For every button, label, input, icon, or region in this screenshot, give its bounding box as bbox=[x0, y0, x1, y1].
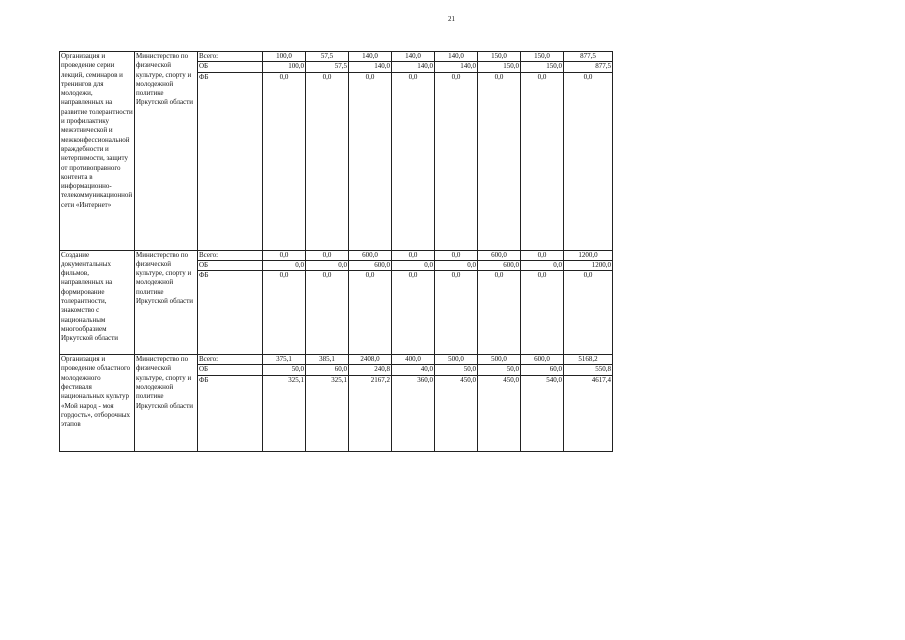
year-value-cell: 150,0 bbox=[478, 52, 521, 62]
year-value-cell: 60,0 bbox=[306, 365, 349, 375]
year-value-cell: 0,0 bbox=[521, 250, 564, 260]
year-value-cell: 0,0 bbox=[263, 271, 306, 355]
table-row bbox=[60, 355, 613, 365]
year-value-cell: 40,0 bbox=[392, 365, 435, 375]
year-value-cell: 450,0 bbox=[435, 375, 478, 451]
year-value-cell: 0,0 bbox=[349, 271, 392, 355]
year-value-cell: 140,0 bbox=[349, 62, 392, 72]
year-value-cell: 150,0 bbox=[521, 62, 564, 72]
year-value-cell: 240,8 bbox=[349, 365, 392, 375]
table-row bbox=[60, 52, 613, 62]
year-value-cell: 2408,0 bbox=[349, 355, 392, 365]
year-value-cell: 50,0 bbox=[263, 365, 306, 375]
funding-source-cell: Всего: bbox=[198, 355, 263, 365]
year-value-cell: 0,0 bbox=[435, 72, 478, 250]
total-value-cell: 550,8 bbox=[564, 365, 613, 375]
funding-source-cell: ФБ bbox=[198, 72, 263, 250]
year-value-cell: 50,0 bbox=[435, 365, 478, 375]
year-value-cell: 0,0 bbox=[306, 260, 349, 270]
year-value-cell: 0,0 bbox=[478, 271, 521, 355]
year-value-cell: 150,0 bbox=[478, 62, 521, 72]
year-value-cell: 385,1 bbox=[306, 355, 349, 365]
funding-source-cell: ОБ bbox=[198, 62, 263, 72]
year-value-cell: 0,0 bbox=[435, 271, 478, 355]
funding-source-cell: Всего: bbox=[198, 250, 263, 260]
activity-name-cell: Организация и проведение областного молодежного фестиваля национальных культур «Мой народ - моя гордость», отборочных этапов bbox=[60, 355, 135, 452]
year-value-cell: 140,0 bbox=[392, 52, 435, 62]
funding-source-cell: ФБ bbox=[198, 271, 263, 355]
year-value-cell: 0,0 bbox=[263, 260, 306, 270]
year-value-cell: 325,1 bbox=[263, 375, 306, 451]
funding-source-cell: ОБ bbox=[198, 365, 263, 375]
year-value-cell: 325,1 bbox=[306, 375, 349, 451]
year-value-cell: 0,0 bbox=[306, 271, 349, 355]
year-value-cell: 50,0 bbox=[478, 365, 521, 375]
year-value-cell: 500,0 bbox=[435, 355, 478, 365]
year-value-cell: 100,0 bbox=[263, 52, 306, 62]
year-value-cell: 150,0 bbox=[521, 52, 564, 62]
year-value-cell: 0,0 bbox=[392, 250, 435, 260]
year-value-cell: 400,0 bbox=[392, 355, 435, 365]
table-row bbox=[60, 250, 613, 260]
funding-source-cell: ОБ bbox=[198, 260, 263, 270]
year-value-cell: 360,0 bbox=[392, 375, 435, 451]
year-value-cell: 500,0 bbox=[478, 355, 521, 365]
year-value-cell: 57,5 bbox=[306, 52, 349, 62]
year-value-cell: 57,5 bbox=[306, 62, 349, 72]
year-value-cell: 100,0 bbox=[263, 62, 306, 72]
funding-source-cell: ФБ bbox=[198, 375, 263, 451]
responsible-org-cell: Министерство по физической культуре, спорту и молодежной политике Иркутской области bbox=[135, 355, 198, 452]
total-value-cell: 0,0 bbox=[564, 72, 613, 250]
year-value-cell: 140,0 bbox=[435, 62, 478, 72]
page-number: 21 bbox=[448, 15, 455, 23]
year-value-cell: 0,0 bbox=[521, 260, 564, 270]
total-value-cell: 1200,0 bbox=[564, 250, 613, 260]
year-value-cell: 450,0 bbox=[478, 375, 521, 451]
year-value-cell: 140,0 bbox=[349, 52, 392, 62]
year-value-cell: 0,0 bbox=[478, 72, 521, 250]
budget-table bbox=[59, 51, 613, 452]
year-value-cell: 0,0 bbox=[263, 72, 306, 250]
year-value-cell: 0,0 bbox=[521, 271, 564, 355]
total-value-cell: 4617,4 bbox=[564, 375, 613, 451]
year-value-cell: 0,0 bbox=[392, 72, 435, 250]
year-value-cell: 600,0 bbox=[349, 260, 392, 270]
year-value-cell: 0,0 bbox=[349, 72, 392, 250]
year-value-cell: 0,0 bbox=[306, 72, 349, 250]
year-value-cell: 540,0 bbox=[521, 375, 564, 451]
activity-name-cell: Организация и проведение серии лекций, семинаров и тренингов для молодежи, направленных на развитие толерантности и профилактику межэтнической и межконфессиональной враждебности и нетерпимости, защиту от противоправного контента в информационно-телекоммуникационной сети «Интернет» bbox=[60, 52, 135, 251]
year-value-cell: 600,0 bbox=[478, 260, 521, 270]
year-value-cell: 0,0 bbox=[306, 250, 349, 260]
year-value-cell: 0,0 bbox=[392, 260, 435, 270]
total-value-cell: 877,5 bbox=[564, 52, 613, 62]
total-value-cell: 877,5 bbox=[564, 62, 613, 72]
funding-source-cell: Всего: bbox=[198, 52, 263, 62]
total-value-cell: 0,0 bbox=[564, 271, 613, 355]
year-value-cell: 600,0 bbox=[478, 250, 521, 260]
year-value-cell: 375,1 bbox=[263, 355, 306, 365]
total-value-cell: 5168,2 bbox=[564, 355, 613, 365]
responsible-org-cell: Министерство по физической культуре, спорту и молодежной политике Иркутской области bbox=[135, 52, 198, 251]
total-value-cell: 1200,0 bbox=[564, 260, 613, 270]
year-value-cell: 600,0 bbox=[349, 250, 392, 260]
year-value-cell: 0,0 bbox=[392, 271, 435, 355]
year-value-cell: 0,0 bbox=[435, 260, 478, 270]
activity-name-cell: Создание документальных фильмов, направленных на формирование толерантности, знакомство с национальным многообразием Иркутской области bbox=[60, 250, 135, 355]
year-value-cell: 0,0 bbox=[521, 72, 564, 250]
year-value-cell: 140,0 bbox=[392, 62, 435, 72]
year-value-cell: 2167,2 bbox=[349, 375, 392, 451]
year-value-cell: 60,0 bbox=[521, 365, 564, 375]
year-value-cell: 140,0 bbox=[435, 52, 478, 62]
year-value-cell: 0,0 bbox=[263, 250, 306, 260]
year-value-cell: 0,0 bbox=[435, 250, 478, 260]
year-value-cell: 600,0 bbox=[521, 355, 564, 365]
responsible-org-cell: Министерство по физической культуре, спорту и молодежной политике Иркутской области bbox=[135, 250, 198, 355]
